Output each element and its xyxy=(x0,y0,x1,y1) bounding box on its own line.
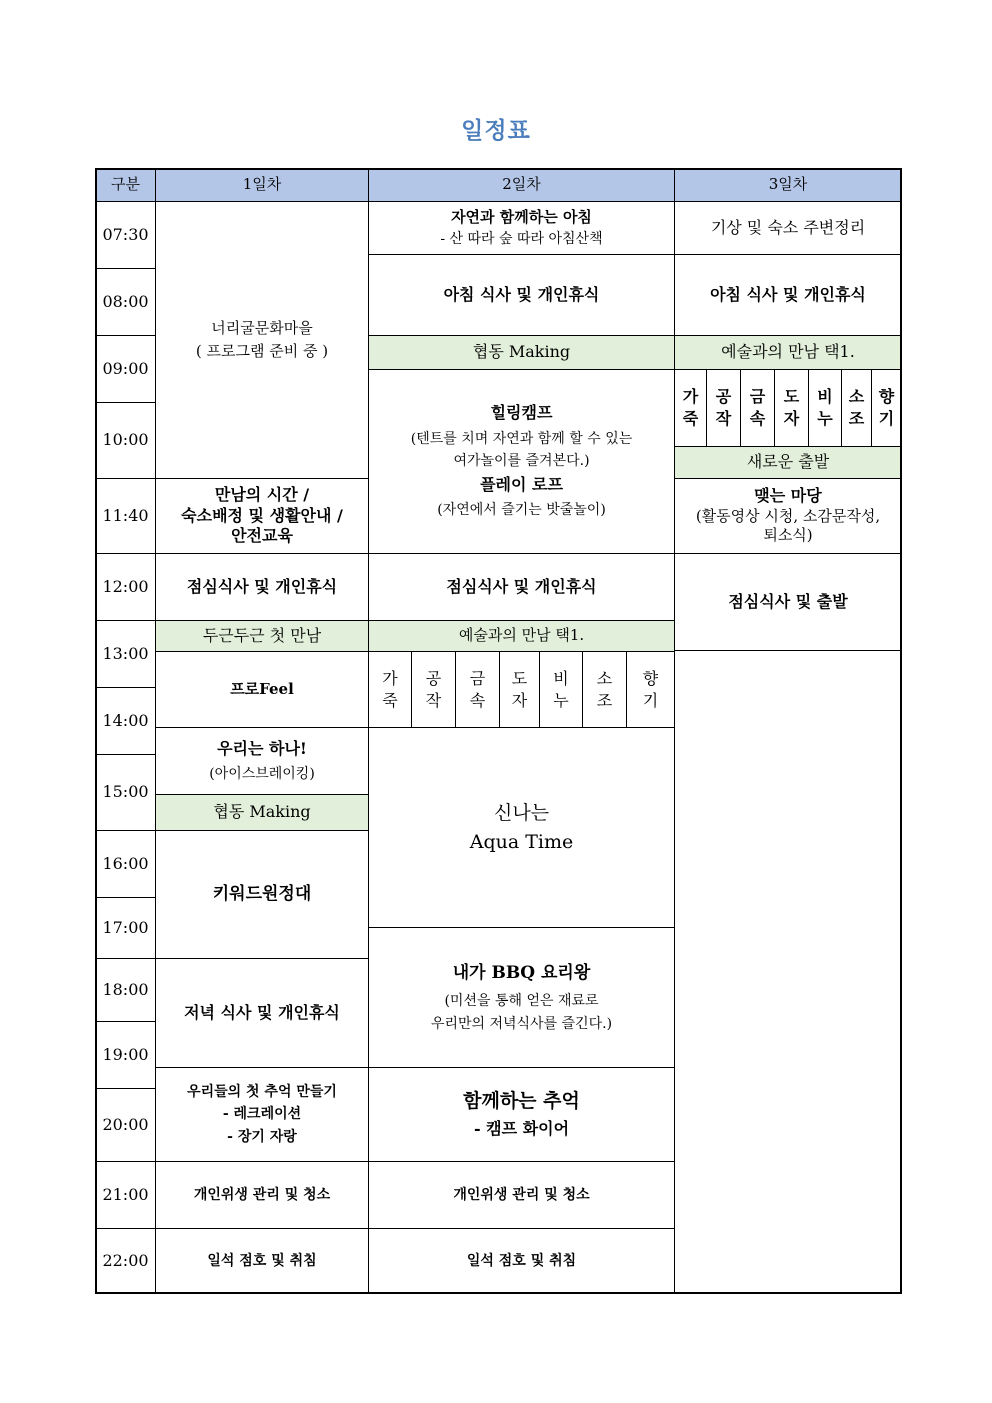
day1-lunch: 점심식사 및 개인휴식 xyxy=(155,553,369,621)
header-day2: 2일차 xyxy=(368,168,675,202)
day3-art-option[interactable]: 공 작 xyxy=(706,369,741,447)
day3-art-option[interactable]: 향 기 xyxy=(871,369,902,447)
day2-memory: 함께하는 추억 - 캠프 화이어 xyxy=(368,1067,675,1162)
header-day3: 3일차 xyxy=(674,168,902,202)
day2-art-option[interactable]: 도 자 xyxy=(499,651,540,728)
time-1000: 10:00 xyxy=(95,402,156,479)
time-2200: 22:00 xyxy=(95,1228,156,1294)
day2-art-option[interactable]: 향 기 xyxy=(626,651,675,728)
day3-art-option[interactable]: 소 조 xyxy=(841,369,872,447)
day1-cooperation: 협동 Making xyxy=(155,794,369,831)
day3-closing: 맺는 마당 (활동영상 시청, 소감문작성, 퇴소식) xyxy=(674,478,902,554)
day2-bbq: 내가 BBQ 요리왕 (미션을 통해 얻은 재료로 우리만의 저녁식사를 즐긴다.) xyxy=(368,927,675,1068)
time-1700: 17:00 xyxy=(95,897,156,959)
time-1400: 14:00 xyxy=(95,687,156,755)
day2-hygiene: 개인위생 관리 및 청소 xyxy=(368,1161,675,1229)
day1-village-note: ( 프로그램 준비 중 ) xyxy=(195,342,329,360)
day3-art-option[interactable]: 도 자 xyxy=(774,369,809,447)
time-1140: 11:40 xyxy=(95,478,156,554)
day3-wakeup: 기상 및 숙소 주변정리 xyxy=(674,201,902,255)
day1-hygiene: 개인위생 관리 및 청소 xyxy=(155,1161,369,1229)
header-day1: 1일차 xyxy=(155,168,369,202)
day1-we-one: 우리는 하나! (아이스브레이킹) xyxy=(155,727,369,795)
day2-breakfast: 아침 식사 및 개인휴식 xyxy=(368,254,675,336)
day3-breakfast: 아침 식사 및 개인휴식 xyxy=(674,254,902,336)
day2-art-option[interactable]: 비 누 xyxy=(539,651,583,728)
day1-village xyxy=(155,201,369,479)
time-2000: 20:00 xyxy=(95,1088,156,1162)
time-1300: 13:00 xyxy=(95,620,156,688)
time-2100: 21:00 xyxy=(95,1161,156,1229)
day2-healing-rope: 힐링캠프 (텐트를 치며 자연과 함께 할 수 있는 여가놀이를 즐겨본다.) 플레이 로프 (자연에서 즐기는 밧줄놀이) xyxy=(368,369,675,554)
day1-sleep: 일석 점호 및 취침 xyxy=(155,1228,369,1294)
day3-art-meet: 예술과의 만남 택1. xyxy=(674,335,902,370)
time-0800: 08:00 xyxy=(95,268,156,336)
page-title: 일정표 xyxy=(461,118,531,144)
time-1500: 15:00 xyxy=(95,754,156,831)
day1-memory: 우리들의 첫 추억 만들기 - 레크레이션 - 장기 자랑 xyxy=(155,1067,369,1162)
day1-first-meet: 두근두근 첫 만남 xyxy=(155,620,369,652)
day3-new-start: 새로운 출발 xyxy=(674,446,902,479)
day3-lunch-depart: 점심식사 및 출발 xyxy=(674,553,902,651)
day2-art-option[interactable]: 소 조 xyxy=(582,651,627,728)
day2-cooperation: 협동 Making xyxy=(368,335,675,370)
time-1800: 18:00 xyxy=(95,958,156,1022)
day1-profeel: 프로Feel xyxy=(155,651,369,728)
time-1600: 16:00 xyxy=(95,830,156,898)
day2-art-option[interactable]: 금 속 xyxy=(455,651,500,728)
day2-lunch: 점심식사 및 개인휴식 xyxy=(368,553,675,621)
day1-meeting: 만남의 시간 / 숙소배정 및 생활안내 / 안전교육 xyxy=(155,478,369,554)
day3-art-option[interactable]: 비 누 xyxy=(808,369,842,447)
time-1200: 12:00 xyxy=(95,553,156,621)
day3-art-option[interactable]: 가 죽 xyxy=(674,369,707,447)
day2-sleep: 일석 점호 및 취침 xyxy=(368,1228,675,1294)
day2-art-option[interactable]: 가 죽 xyxy=(368,651,412,728)
day1-dinner: 저녁 식사 및 개인휴식 xyxy=(155,958,369,1068)
header-category: 구분 xyxy=(95,168,156,202)
day2-aqua-time: 신나는 Aqua Time xyxy=(368,727,675,928)
time-1900: 19:00 xyxy=(95,1021,156,1089)
day2-art-option[interactable]: 공 작 xyxy=(411,651,456,728)
time-0730: 07:30 xyxy=(95,201,156,269)
day1-keyword: 키워드원정대 xyxy=(155,830,369,959)
day2-morning: 자연과 함께하는 아침 - 산 따라 숲 따라 아침산책 xyxy=(368,201,675,255)
day3-empty xyxy=(674,650,902,1294)
time-0900: 09:00 xyxy=(95,335,156,403)
day1-village-name: 너리굴문화마을 xyxy=(211,318,313,337)
day3-art-option[interactable]: 금 속 xyxy=(740,369,775,447)
day2-art-meet: 예술과의 만남 택1. xyxy=(368,620,675,652)
